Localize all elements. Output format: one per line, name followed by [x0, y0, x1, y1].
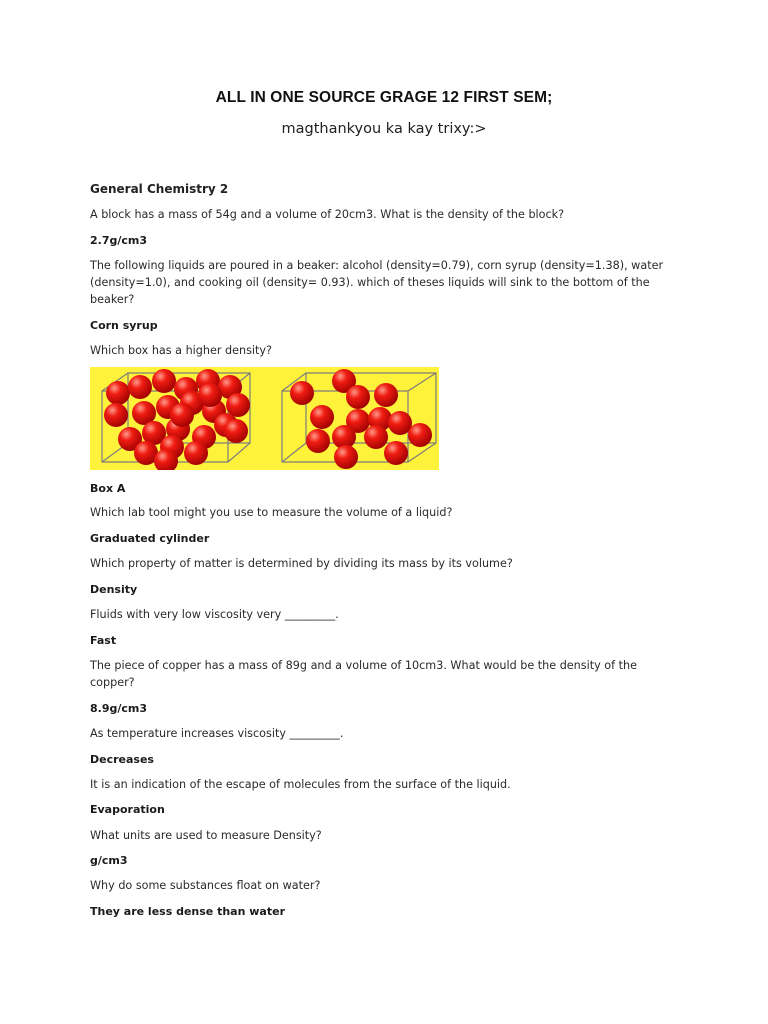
box-b-particle: [364, 425, 388, 449]
answer-10: g/cm3: [90, 854, 128, 867]
answer-8: Decreases: [90, 753, 154, 766]
density-boxes-illustration: [90, 367, 439, 470]
answer-5: Density: [90, 583, 138, 596]
question-6: Fluids with very low viscosity very _________.: [90, 608, 339, 621]
box-a-particle: [128, 375, 152, 399]
question-11: Why do some substances float on water?: [90, 879, 321, 892]
question-9: It is an indication of the escape of molecules from the surface of the liquid.: [90, 778, 511, 791]
answer-1: 2.7g/cm3: [90, 234, 148, 247]
box-a-particle: [106, 381, 130, 405]
box-b-particle: [384, 441, 408, 465]
question-1: A block has a mass of 54g and a volume of 20cm3. What is the density of the block?: [90, 208, 565, 221]
box-a-particle: [170, 403, 194, 427]
answer-9: Evaporation: [90, 803, 165, 816]
box-b-particle: [290, 381, 314, 405]
box-b-particle: [310, 405, 334, 429]
question-10: What units are used to measure Density?: [90, 829, 322, 842]
answer-7: 8.9g/cm3: [90, 702, 148, 715]
document-title: ALL IN ONE SOURCE GRAGE 12 FIRST SEM;: [215, 89, 553, 106]
box-a-particle: [224, 419, 248, 443]
box-a-particle: [152, 369, 176, 393]
box-a-particle: [104, 403, 128, 427]
answer-3: Box A: [90, 482, 126, 495]
box-b-particle: [306, 429, 330, 453]
box-a-particle: [198, 383, 222, 407]
answer-11: They are less dense than water: [90, 905, 285, 918]
question-4: Which lab tool might you use to measure the volume of a liquid?: [90, 506, 453, 519]
box-b-particle: [374, 383, 398, 407]
density-boxes-figure: [90, 367, 439, 470]
question-8: As temperature increases viscosity _________.: [90, 727, 344, 740]
box-a-particle: [226, 393, 250, 417]
box-b-particle: [346, 385, 370, 409]
question-2: The following liquids are poured in a beaker: alcohol (density=0.79), corn syrup (density=1.38), water (density=1.0), and cooking oil (density= 0.93). which of theses liquids will sink to the bottom of the beaker?: [90, 259, 664, 306]
question-3: Which box has a higher density?: [90, 344, 272, 357]
box-b-particle: [408, 423, 432, 447]
answer-2: Corn syrup: [90, 319, 158, 332]
question-7: The piece of copper has a mass of 89g and a volume of 10cm3. What would be the density of the copper?: [90, 659, 637, 689]
section-heading: General Chemistry 2: [90, 182, 229, 196]
answer-6: Fast: [90, 634, 117, 647]
box-b-particles: [290, 369, 432, 469]
box-b-particle: [334, 445, 358, 469]
question-5: Which property of matter is determined by dividing its mass by its volume?: [90, 557, 513, 570]
box-a-particle: [184, 441, 208, 465]
document-subtitle: magthankyou ka kay trixy:>: [281, 121, 487, 137]
box-b-particle: [388, 411, 412, 435]
answer-4: Graduated cylinder: [90, 532, 210, 545]
